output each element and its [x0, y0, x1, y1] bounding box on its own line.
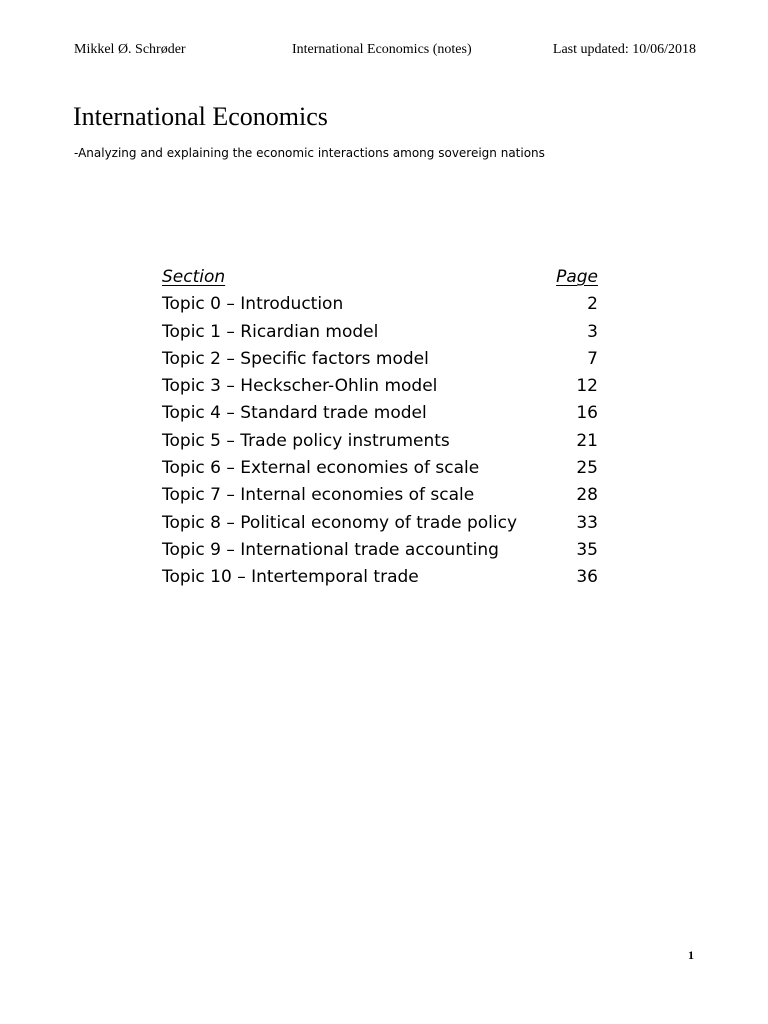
- toc-entry: [162, 455, 598, 482]
- toc-entry-page: 28: [576, 485, 598, 506]
- toc-entry-page: 33: [576, 512, 598, 533]
- toc-entry-page: 16: [576, 403, 598, 424]
- header-author: Mikkel Ø. Schrøder: [74, 42, 186, 57]
- toc-entry: [162, 291, 598, 318]
- toc-entry-section: Topic 3 – Heckscher-Ohlin model: [162, 376, 438, 397]
- footer-page-number: 1: [688, 948, 694, 962]
- toc-entry-page: 12: [576, 376, 598, 397]
- toc-entry-section: Topic 0 – Introduction: [162, 294, 344, 315]
- header-last-updated: Last updated: 10/06/2018: [552, 42, 696, 57]
- toc-entry-section: Topic 7 – Internal economies of scale: [162, 485, 475, 506]
- toc-entry-section: Topic 4 – Standard trade model: [162, 403, 427, 424]
- toc-entry-page: 3: [587, 321, 598, 342]
- toc-entry: [162, 537, 598, 564]
- toc-entry: [162, 319, 598, 346]
- toc-entry-page: 36: [576, 567, 598, 588]
- toc-entry: [162, 510, 598, 537]
- toc-section-heading: Section: [162, 267, 226, 287]
- page-header: [74, 42, 696, 62]
- toc-entry-section: Topic 8 – Political economy of trade policy: [162, 512, 518, 533]
- toc-entry-page: 21: [576, 430, 598, 451]
- toc-entry: [162, 346, 598, 373]
- toc-entry-section: Topic 9 – International trade accounting: [162, 539, 499, 560]
- toc-entry-page: 2: [587, 294, 598, 315]
- toc-entry: [162, 564, 598, 591]
- toc-entry-page: 35: [576, 539, 598, 560]
- toc-entry: [162, 482, 598, 509]
- toc-entry: [162, 373, 598, 400]
- toc-header-row: [162, 264, 598, 291]
- document-subtitle: -Analyzing and explaining the economic interactions among sovereign nations: [74, 146, 545, 160]
- toc-entry-section: Topic 10 – Intertemporal trade: [162, 567, 419, 588]
- toc-page-heading: Page: [556, 267, 598, 287]
- toc-entry-page: 7: [587, 348, 598, 369]
- toc-entry: [162, 400, 598, 427]
- toc-entry-section: Topic 5 – Trade policy instruments: [162, 430, 450, 451]
- header-course: International Economics (notes): [292, 42, 472, 57]
- toc-entry-section: Topic 2 – Specific factors model: [162, 348, 429, 369]
- table-of-contents: [162, 264, 598, 592]
- toc-entry-page: 25: [576, 458, 598, 479]
- document-title: International Economics: [73, 102, 328, 131]
- toc-entry-section: Topic 6 – External economies of scale: [162, 458, 480, 479]
- toc-entry-section: Topic 1 – Ricardian model: [162, 321, 379, 342]
- toc-entry: [162, 428, 598, 455]
